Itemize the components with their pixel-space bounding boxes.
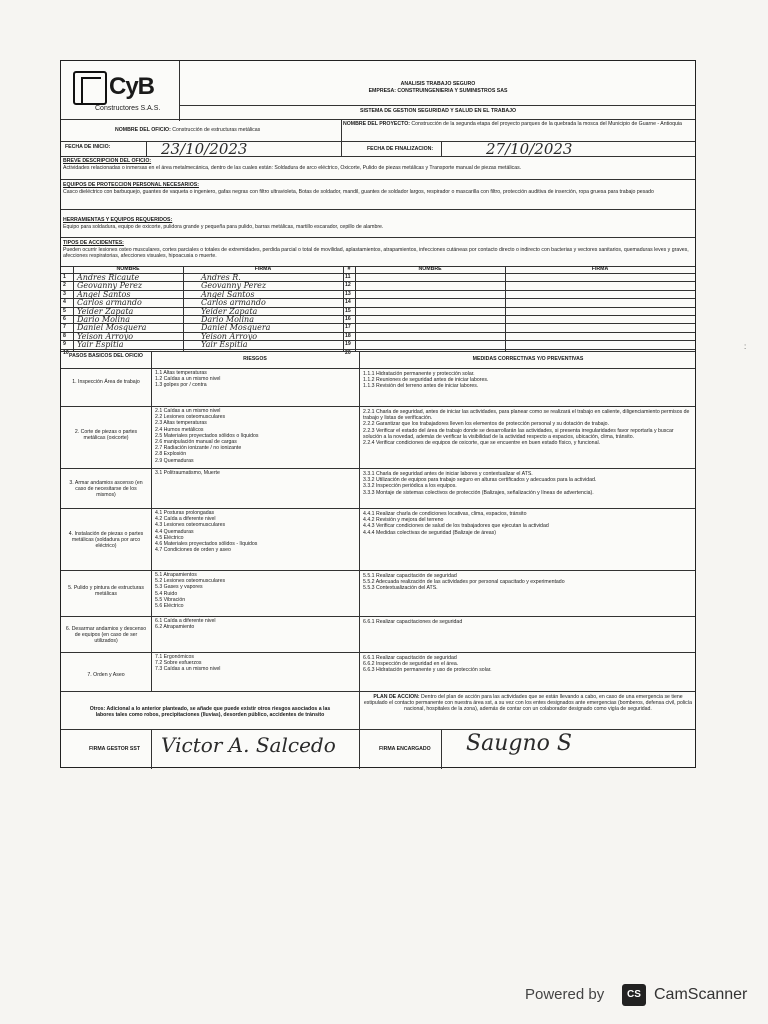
risk-step-row — [61, 570, 695, 616]
worker-signature: Geovanny Perez — [201, 281, 267, 291]
system-name: SISTEMA DE GESTION SEGURIDAD Y SALUD EN EL TRABAJO — [359, 108, 517, 114]
step-measures — [363, 655, 691, 674]
worker-number: 7 — [63, 324, 66, 331]
worker-signature: Daniel Mosquera — [201, 323, 271, 333]
step-risks — [155, 618, 355, 630]
trade-label: NOMBRE DEL OFICIO: Construcción de estructuras metálicas — [115, 127, 261, 133]
worker-number-right: 20 — [345, 349, 351, 356]
worker-name: Carlos armando — [77, 298, 142, 308]
logo-company: Constructores S.A.S. — [95, 105, 161, 112]
risk-item: 4.3 Lesiones osteomusculares — [155, 522, 226, 529]
risk-step-row — [61, 468, 695, 508]
worker-number: 1 — [63, 274, 66, 280]
logo-inner-icon — [81, 77, 101, 105]
worker-signature: Angel Santos — [201, 289, 255, 299]
risk-item: 2.8 Explosión — [155, 451, 187, 458]
worker-name: Angel Santos — [77, 289, 131, 299]
tools-text: Equipo para soldadura, equipo de oxicorte, pulidora grande y pequeña para pulido, barras metálicas, martillo escarador, cepillo de alambre. — [63, 224, 384, 230]
workers-num-header: # — [347, 266, 351, 272]
accidents-text: Pueden ocurrir lesiones osteo musculares, cortes parciales o totales de extremidades, perdida parcial o total de movilidad, aplastamientos, atrapamientos, infecciones cutáneas por contacto directo o indirecto con bacterias y vectores sanitarios, quemaduras leves y graves, afecciones respiratorias, afecciones visuales, hipoacusia o muerte. — [63, 247, 689, 260]
worker-number-right: 12 — [345, 282, 351, 289]
step-measures — [363, 573, 691, 592]
risk-item: 7.3 Caídas a un mismo nivel — [155, 666, 221, 673]
measure-item: 2.2.4 Verificar condiciones de equipos de oxicorte, que se encuentre en buen estado físico, y funcional. — [363, 440, 601, 447]
worker-signature: Carlos armando — [201, 298, 266, 308]
risk-item: 4.2 Caída a diferente nivel — [155, 516, 216, 523]
risk-table — [61, 351, 695, 691]
sst-signature: Victor A. Salcedo — [161, 733, 336, 757]
sst-sign-label: FIRMA GESTOR SST — [89, 746, 141, 752]
risk-item: 7.2 Sobre esfuerzos — [155, 660, 202, 667]
measures-header: MEDIDAS CORRECTIVAS Y/O PREVENTIVAS — [472, 356, 584, 362]
measure-item: 3.3.2 Utilización de equipos para trabajo seguro en alturas certificados y adecuados para la actividad. — [363, 477, 597, 484]
risk-step-row — [61, 406, 695, 468]
measure-item: 2.2.3 Verificar el estado del área de trabajo donde se desarrollarán las actividades, si presenta irregularidades favor reportarla y buscar solución a la novedad, además de verificar la visibilidad de la actividad respecto a espacios, ubicación, clima, tránsito. — [363, 427, 674, 440]
worker-signature: Yeison Arroyo — [201, 331, 258, 341]
measure-item: 5.5.1 Realizar capacitación de seguridad — [363, 573, 457, 579]
worker-number-right: 19 — [345, 341, 351, 348]
step-risks — [155, 470, 355, 476]
worker-number-right: 17 — [345, 324, 351, 331]
measure-item: 6.6.2 Inspección de seguridad en el área. — [363, 661, 459, 668]
risk-item: 1.2 Caídas a un mismo nivel — [155, 376, 221, 383]
risk-item: 2.1 Caídas a un mismo nivel — [155, 408, 221, 414]
risk-item: 4.7 Condiciones de orden y aseo — [155, 547, 231, 554]
end-date-value: 27/10/2023 — [486, 140, 573, 158]
step-measures — [363, 409, 691, 446]
risk-item: 3.1 Politraumatismo, Muerte — [155, 470, 220, 476]
step-risks — [155, 370, 355, 389]
workers-sign-header: FIRMA — [254, 266, 272, 272]
end-date-label: FECHA DE FINALIZACION: — [367, 146, 434, 152]
risk-item: 5.6 Eléctrico — [155, 603, 184, 610]
worker-signature: Yair Espitia — [201, 340, 248, 350]
worker-signature: Andres R. — [201, 273, 241, 282]
worker-name: Yeider Zapata — [77, 306, 134, 316]
worker-name: Yair Espitia — [77, 340, 124, 350]
step-measures — [363, 511, 691, 536]
desc-text: Actividades relacionadas o inmersas en el área metalmecánica, dentro de las cuales están: Soldadura de arco eléctrico, Oxicorte, Pulido de piezas metálicas y Transporte manual de piezas metálicas. — [63, 165, 522, 171]
step-name: 5. Pulido y pintura de estructuras metálicas — [68, 585, 144, 598]
measure-item: 1.1.3 Revisión del terreno antes de iniciar labores. — [363, 383, 479, 390]
worker-number: 2 — [63, 282, 66, 289]
worker-number: 8 — [63, 332, 66, 339]
ppe-label: EQUIPOS DE PROTECCION PERSONAL NECESARIOS: — [63, 182, 199, 188]
risk-item: 2.6 manipulación manual de cargas — [155, 439, 237, 446]
measure-item: 2.2.2 Garantizar que los trabajadores lleven los elementos de protección personal y su dotación de trabajo. — [363, 421, 609, 428]
measure-item: 4.4.1 Realizar charla de condiciones locativas, clima, espacios, tránsito — [363, 511, 527, 517]
worker-number-right: 18 — [345, 332, 351, 339]
risk-item: 1.3 golpes por / contra — [155, 382, 207, 389]
measure-item: 6.6.1 Realizar capacitación de seguridad — [363, 655, 457, 661]
risk-item: 7.1 Ergonómicos — [155, 654, 194, 660]
tools-label: HERRAMIENTAS Y EQUIPOS REQUERIDOS: — [63, 217, 173, 223]
measure-item: 1.1.2 Reuniones de seguridad antes de iniciar labores. — [363, 377, 489, 384]
camscanner-icon: CS — [622, 984, 646, 1006]
risk-item: 5.3 Gases y vapores — [155, 584, 203, 591]
risk-item: 4.6 Materiales proyectados sólidos - líquidos — [155, 541, 258, 548]
worker-name: Dario Molina — [77, 315, 130, 324]
measure-item: 3.3.1 Charla de seguridad antes de iniciar labores y contextualizar el ATS. — [363, 471, 533, 477]
worker-number: 9 — [63, 341, 66, 348]
risk-item: 4.5 Eléctrico — [155, 534, 184, 541]
edge-mark: : — [744, 342, 747, 351]
step-measures — [363, 471, 691, 496]
steps-header: PASOS BASICOS DEL OFICIO — [69, 353, 143, 359]
project-field: NOMBRE DEL PROYECTO: Construcción de la segunda etapa del proyecto parques de la quebrada la mosca del Municipio de Guarne - Antioquia — [343, 121, 682, 127]
manager-signature: Saugno S — [466, 731, 572, 756]
worker-row-line — [61, 349, 695, 350]
risk-item: 2.3 Altas temperaturas — [155, 420, 207, 427]
action-plan: PLAN DE ACCION: Dentro del plan de acción para las actividades que se están llevando a cabo, en caso de una emergencia se tiene estipulado el contacto permanente con nuestra área sst, a su vez con los entes designados ante emergencias (bomberos, defensa civil, policía nacional, hospitales de la zona), además de contar con un colaborador designado como vigía de seguridad. — [363, 694, 693, 713]
other-risks: Otros: Adicional a lo anterior planteado, se añade que puede existir otros riesgos asociados a las labores tales como robos, precipitaciones (lluvias), desorden público, accidentes de tránsito — [89, 706, 331, 719]
step-name: 6. Desarmar andamios y descenso de equipos (en caso de ser utilizados) — [65, 626, 147, 645]
risk-item: 2.2 Lesiones osteomusculares — [155, 414, 226, 421]
step-name: 3. Armar andamios ascenso (en caso de necesitarse de los mismos) — [69, 480, 143, 499]
step-measures — [363, 371, 691, 390]
workers-name-header: NOMBRE — [116, 266, 140, 272]
step-risks — [155, 654, 355, 673]
workers-name-header-2: NOMBRE — [418, 266, 442, 272]
measure-item: 2.2.1 Charla de seguridad, antes de iniciar las actividades, para planear como se realizará el trabajo en caliente, diligenciamiento permisos de trabajo y listas de verificación. — [363, 409, 690, 422]
worker-number-right: 16 — [345, 316, 351, 322]
worker-number-right: 11 — [345, 274, 351, 280]
ats-form — [60, 60, 696, 768]
measure-item: 1.1.1 Hidratación permanente y protección solar. — [363, 371, 475, 377]
desc-label: BREVE DESCRIPCION DEL OFICIO: — [63, 158, 152, 164]
start-date-value: 23/10/2023 — [161, 140, 248, 158]
risk-item: 6.1 Caída a diferente nivel — [155, 618, 216, 624]
measure-item: 6.6.1 Realizar capacitaciones de seguridad — [363, 619, 463, 625]
manager-sign-label: FIRMA ENCARGADO — [379, 746, 431, 752]
step-risks — [155, 408, 355, 464]
measure-item: 6.6.3 Hidratación permanente y uso de protección solar. — [363, 667, 492, 674]
worker-name: Geovanny Perez — [77, 281, 143, 291]
risk-item: 2.7 Radiación ionizante / no ionizante — [155, 445, 242, 452]
risk-item: 2.9 Quemaduras — [155, 457, 194, 464]
step-risks — [155, 572, 355, 609]
workers-sign-header-2: FIRMA — [591, 266, 609, 272]
risk-item: 2.5 Materiales proyectados sólidos o líquidos — [155, 432, 259, 439]
step-measures — [363, 619, 691, 625]
measure-item: 4.4.4 Medidas colectivas de seguridad (Balizaje de áreas) — [363, 529, 496, 536]
risk-step-row — [61, 368, 695, 406]
risks-header: RIESGOS — [243, 356, 267, 362]
step-name: 2. Corte de piezas o partes metálicas (oxicorte) — [74, 429, 138, 442]
logo-brand: CyB — [109, 73, 155, 100]
worker-number-right: 14 — [345, 299, 351, 306]
ppe-text: Casco dieléctrico con barbuquejo, guantes de vaqueta o ingeniero, gafas negras con filtro ultravioleta, Botas de soldador, mandil, guantes de soldador largos, respirador o mascarilla con filtro, protección auditiva de inserción, ropa gruesa para trabajo pesado — [63, 189, 654, 195]
step-name: 7. Orden y Aseo — [87, 672, 125, 678]
powered-by-text: Powered by — [525, 986, 605, 1003]
measure-item: 5.5.2 Adecuada realización de las actividades por personal capacitado y experimentado — [363, 579, 565, 586]
worker-name: Andres Ricaute — [77, 273, 140, 282]
worker-name: Yeison Arroyo — [77, 331, 134, 341]
worker-number-right: 13 — [345, 290, 351, 297]
risk-step-row — [61, 508, 695, 570]
risk-item: 5.4 Ruido — [155, 590, 178, 597]
camscanner-name: CamScanner — [654, 986, 748, 1003]
risk-step-row — [61, 616, 695, 652]
step-risks — [155, 510, 355, 553]
measure-item: 4.4.3 Verificar condiciones de salud de los trabajadores que ejecutan la actividad — [363, 523, 549, 530]
risk-item: 5.2 Lesiones osteomusculares — [155, 578, 226, 585]
worker-number: 5 — [63, 307, 66, 314]
risk-item: 6.2 Atrapamiento — [155, 624, 195, 631]
worker-number: 10 — [63, 349, 69, 356]
measure-item: 3.3.2 Inspección periódica a los equipos. — [363, 483, 457, 490]
worker-number: 4 — [63, 299, 66, 306]
risk-item: 5.1 Atrapamientos — [155, 572, 197, 578]
worker-signature: Dario Molina — [201, 315, 254, 324]
start-date-label: FECHA DE INICIO: — [65, 144, 111, 150]
risk-item: 5.5 Vibración — [155, 596, 186, 603]
risk-item: 4.4 Quemaduras — [155, 528, 194, 535]
form-title: ANALISIS TRABAJO SEGURO — [400, 81, 476, 87]
risk-item: 1.1 Altas temperaturas — [155, 370, 207, 376]
measure-item: 4.4.2 Revisión y mejora del terreno — [363, 517, 444, 524]
worker-number: 6 — [63, 316, 66, 322]
risk-item: 2.4 Humos metálicos — [155, 426, 204, 433]
worker-number: 3 — [63, 290, 66, 297]
risk-item: 4.1 Posturas prolongadas — [155, 510, 215, 516]
worker-number-right: 15 — [345, 307, 351, 314]
measure-item: 3.3.3 Montaje de sistemas colectivos de protección (Balizajes, señalización y líneas de advertencia). — [363, 489, 594, 496]
measure-item: 5.5.3 Contextualización del ATS. — [363, 585, 438, 592]
accidents-label: TIPOS DE ACCIDENTES: — [63, 240, 124, 246]
worker-signature: Yeider Zapata — [201, 306, 258, 316]
step-name: 1. Inspección Área de trabajo — [72, 379, 140, 385]
step-name: 4. Instalación de piezas o partes metálicas (soldadura por arco eléctrico) — [68, 531, 144, 550]
company-logo — [69, 67, 179, 117]
company-name: EMPRESA: CONSTRUINGENIERIA Y SUMINISTROS SAS — [368, 88, 508, 94]
worker-name: Daniel Mosquera — [77, 323, 147, 333]
